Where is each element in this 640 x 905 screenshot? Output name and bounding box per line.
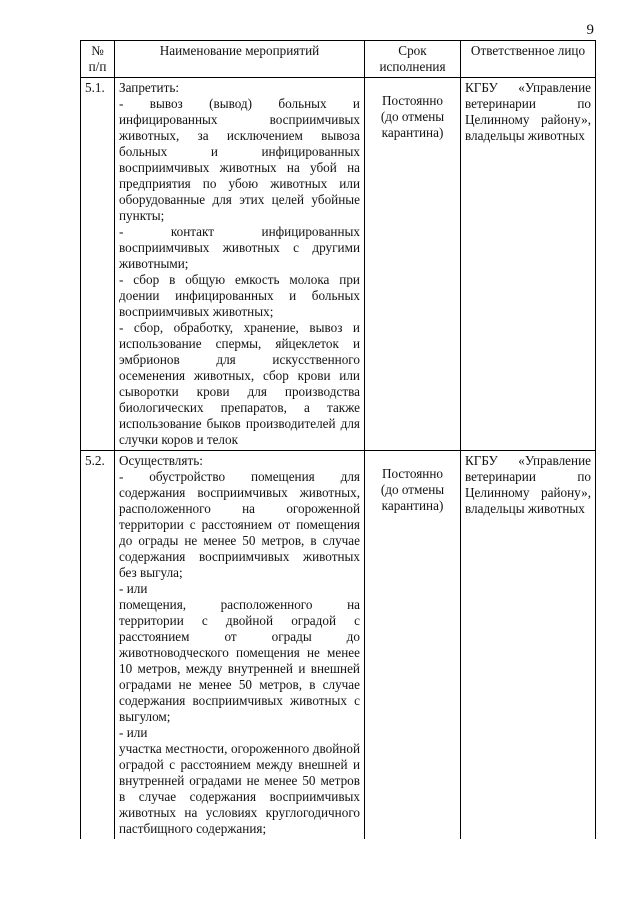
measure-item: - сбор, обработку, хранение, вывоз и использование спермы, яйцеклеток и эмбрионов для искусственного осеменения животных, сбор крови или сыворотки крови для производства биологических препаратов, а также использование быков производителей для случки коров и телок: [119, 320, 360, 447]
measure-item: - вывоз (вывод) больных и инфицированных восприимчивых животных, за исключением вывоза больных и инфицированных восприимчивых животных на убой на предприятия по убою животных или оборудованные для этих целей убойные пункты;: [119, 96, 360, 223]
measure-item: участка местности, огороженного двойной оградой с расстоянием между внешней и внутренней оградами не менее 50 метров в случае содержания восприимчивых животных на условиях круглогодичного пастбищного содержания;: [119, 741, 360, 836]
table-row: [81, 78, 596, 451]
responsible-cell: [461, 451, 596, 840]
measure-cell: [115, 451, 365, 840]
page-number: 9: [586, 22, 594, 38]
table-row: [81, 451, 596, 840]
responsible-text: КГБУ «Управление ветеринарии по Целинному району», владельцы животных: [465, 80, 591, 143]
measure-title: Запретить:: [119, 80, 180, 95]
term-cell: [365, 78, 461, 451]
measure-cell: [115, 78, 365, 451]
header-term: Срок исполнения: [365, 41, 461, 78]
row-number: 5.2.: [81, 451, 115, 840]
measure-item: - обустройство помещения для содержания восприимчивых животных, расположенного на огороженной территории с расстоянием от помещения до ограды не менее 50 метров, в случае содержания восприимчивых животных без выгула;: [119, 469, 360, 580]
header-num: № п/п: [81, 41, 115, 78]
measure-item: - контакт инфицированных восприимчивых животных с другими животными;: [119, 224, 360, 271]
term-text: Постоянно (до отмены карантина): [380, 93, 445, 141]
measure-title: Осуществлять:: [119, 453, 203, 468]
responsible-cell: [461, 78, 596, 451]
table-header-row: [81, 41, 596, 78]
measures-table: [80, 40, 596, 839]
row-number: 5.1.: [81, 78, 115, 451]
term-cell: [365, 451, 461, 840]
responsible-text: КГБУ «Управление ветеринарии по Целинному району», владельцы животных: [465, 453, 591, 516]
measure-item: - сбор в общую емкость молока при доении инфицированных и больных восприимчивых животных;: [119, 272, 360, 319]
measure-item: помещения, расположенного на территории с двойной оградой с расстоянием от ограды до животноводческого помещения не менее 10 метров, между внутренней и внешней оградами не менее 50 метров, в случае содержания восприимчивых животных с выгулом;: [119, 597, 360, 724]
header-responsible: Ответственное лицо: [461, 41, 596, 78]
term-text: Постоянно (до отмены карантина): [380, 466, 445, 514]
measure-item: - или: [119, 725, 148, 740]
header-name: Наименование мероприятий: [115, 41, 365, 78]
measure-item: - или: [119, 581, 148, 596]
